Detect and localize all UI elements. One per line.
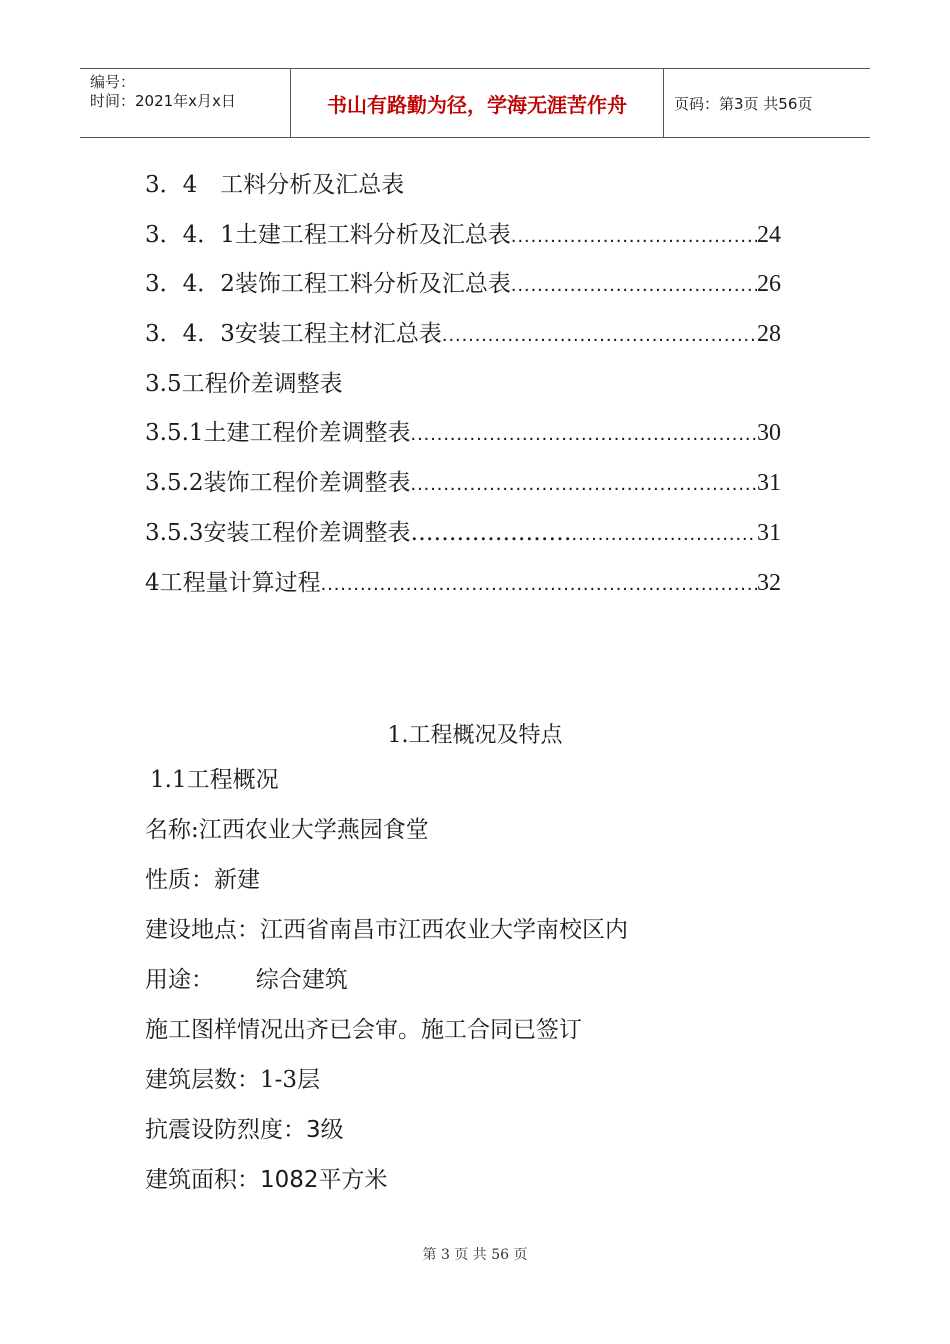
- toc-leader-dots: [411, 423, 757, 446]
- toc-entry: [145, 166, 781, 216]
- toc-leader-dots: [511, 225, 757, 248]
- toc-entry: [145, 216, 781, 266]
- toc-entry-text: 3．4 工料分析及汇总表: [145, 172, 405, 198]
- project-nature: 性质：新建: [145, 867, 260, 893]
- toc-entry-text: 3．4．1土建工程工料分析及汇总表: [145, 221, 511, 248]
- project-overview: [145, 762, 825, 1212]
- toc-entry-text: 3．4．2装饰工程工料分析及汇总表: [145, 271, 511, 298]
- project-location: 建设地点：江西省南昌市江西农业大学南校区内: [145, 917, 628, 943]
- seismic-unit: 级: [320, 1117, 344, 1143]
- seismic-value: 3: [306, 1117, 321, 1143]
- building-area: [145, 1162, 825, 1212]
- toc-entry: [145, 365, 781, 415]
- project-usage: 用途： 综合建筑: [145, 967, 348, 993]
- toc-leader-dots: [442, 324, 757, 347]
- header-meta: [80, 69, 291, 137]
- seismic-intensity: [145, 1112, 825, 1162]
- area-value: 1082: [260, 1167, 319, 1193]
- area-label: 建筑面积：: [145, 1167, 260, 1193]
- subsection-title: 1.1工程概况: [150, 767, 279, 793]
- seismic-label: 抗震设防烈度：: [145, 1117, 306, 1143]
- header-page-info: 页码：第3页 共56页: [674, 94, 813, 113]
- header-motto: 书山有路勤为径，学海无涯苦作舟: [291, 69, 664, 137]
- toc-entry-page: 30: [757, 420, 781, 447]
- toc-entry-text: 3.5工程价差调整表: [145, 370, 343, 397]
- toc-leader-dots: [572, 523, 757, 546]
- building-floors: 建筑层数：1-3层: [145, 1067, 321, 1093]
- toc-entry-page: 31: [757, 519, 781, 546]
- toc-entry-text: 4工程量计算过程: [145, 569, 321, 596]
- toc-entry: [145, 414, 781, 464]
- drawings-status: 施工图样情况出齐已会审。施工合同已签订: [145, 1017, 582, 1043]
- toc-entry-text: 3.5.3安装工程价差调整表…………………: [145, 519, 572, 546]
- page-header: [80, 68, 870, 138]
- toc-entry-page: 28: [757, 321, 781, 348]
- number-label: 编号：: [90, 73, 136, 91]
- toc-entry: [145, 315, 781, 365]
- section-title: 1.工程概况及特点: [387, 723, 563, 748]
- table-of-contents: [145, 166, 781, 613]
- toc-entry-text: 3.5.2装饰工程价差调整表: [145, 470, 411, 497]
- page-footer: 第 3 页 共 56 页: [422, 1247, 528, 1263]
- area-unit: 平方米: [318, 1167, 388, 1193]
- toc-leader-dots: [511, 274, 757, 297]
- toc-entry-text: 3.5.1土建工程价差调整表: [145, 420, 411, 447]
- toc-entry: [145, 564, 781, 614]
- toc-entry: [145, 265, 781, 315]
- toc-entry: [145, 464, 781, 514]
- toc-entry-text: 3．4．3安装工程主材汇总表: [145, 321, 442, 348]
- toc-entry: [145, 514, 781, 564]
- toc-leader-dots: [321, 573, 757, 596]
- project-name: 名称:江西农业大学燕园食堂: [145, 817, 429, 843]
- time-label: 时间：2021年x月x日: [90, 92, 236, 110]
- toc-leader-dots: [411, 473, 757, 496]
- toc-entry-page: 26: [757, 271, 781, 298]
- toc-entry-page: 32: [757, 569, 781, 596]
- toc-entry-page: 24: [757, 221, 781, 248]
- toc-entry-page: 31: [757, 470, 781, 497]
